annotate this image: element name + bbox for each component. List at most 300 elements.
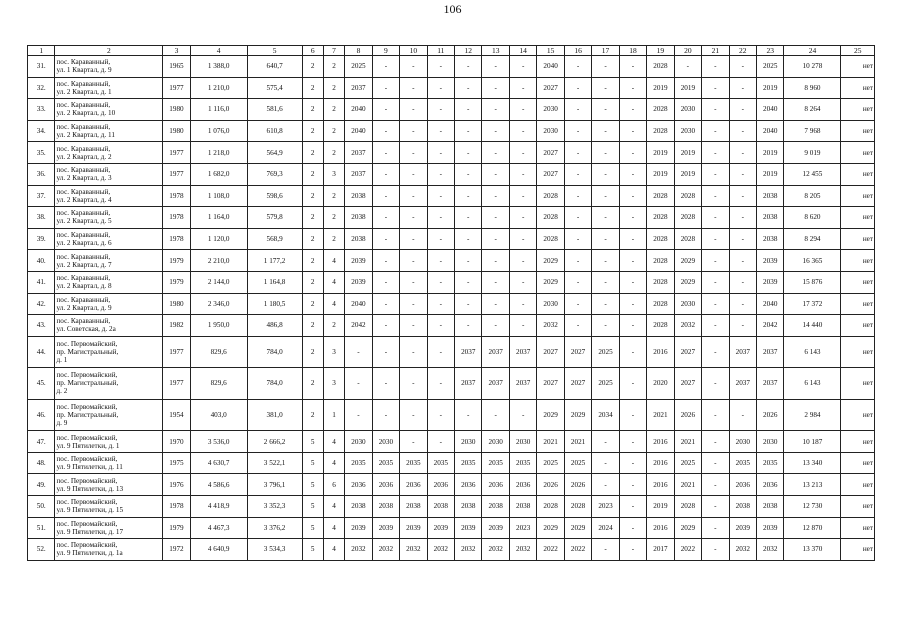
table-cell: 2 666,2 — [247, 431, 302, 453]
table-cell: 2032 — [427, 539, 454, 561]
table-cell: 2025 — [345, 56, 372, 78]
table-cell: нет — [841, 368, 875, 400]
table-cell: 7 968 — [784, 120, 841, 142]
table-cell: - — [482, 228, 509, 250]
table-cell: 2027 — [537, 163, 564, 185]
table-cell: - — [455, 228, 482, 250]
table-cell: - — [482, 163, 509, 185]
table-cell: - — [619, 539, 646, 561]
table-body — [28, 46, 875, 561]
table-cell: 1 108,0 — [190, 185, 247, 207]
table-cell: - — [427, 99, 454, 121]
table-cell: 2022 — [537, 539, 564, 561]
table-cell: 2 — [302, 368, 323, 400]
table-cell: - — [427, 185, 454, 207]
address-line: ул. 2 Квартал, д. 7 — [56, 260, 112, 269]
table-cell: нет — [841, 539, 875, 561]
table-cell: 2 — [302, 163, 323, 185]
address-cell — [55, 228, 163, 250]
table-cell: - — [619, 99, 646, 121]
table-cell: нет — [841, 77, 875, 99]
address-line: пос. Караванный, — [56, 166, 111, 175]
table-cell: 575,4 — [247, 77, 302, 99]
table-cell: - — [427, 120, 454, 142]
address-line: ул. 9 Пятилетки, д. 15 — [56, 506, 124, 515]
table-cell: 2029 — [674, 517, 701, 539]
table-cell: - — [400, 99, 427, 121]
row-number: 33. — [28, 99, 55, 121]
table-cell: - — [674, 56, 701, 78]
table-cell: - — [482, 399, 509, 431]
table-cell: 2037 — [729, 368, 756, 400]
row-number: 44. — [28, 336, 55, 368]
table-cell: - — [427, 368, 454, 400]
table-cell: 2034 — [592, 399, 619, 431]
table-cell: - — [427, 336, 454, 368]
table-cell: 2028 — [647, 293, 674, 315]
address-line: пос. Караванный, — [56, 123, 111, 132]
table-cell: - — [345, 336, 372, 368]
table-cell: 2038 — [757, 228, 784, 250]
table-cell: 2 — [302, 120, 323, 142]
table-cell: - — [372, 315, 399, 337]
table-cell: 2027 — [564, 368, 591, 400]
table-cell: нет — [841, 517, 875, 539]
column-number: 9 — [372, 46, 399, 56]
address-cell — [55, 539, 163, 561]
table-cell: 579,8 — [247, 207, 302, 229]
table-cell: - — [619, 474, 646, 496]
row-number: 52. — [28, 539, 55, 561]
table-cell: 2028 — [647, 228, 674, 250]
address-cell — [55, 99, 163, 121]
table-cell: 2027 — [537, 368, 564, 400]
table-cell: - — [509, 399, 536, 431]
column-number: 10 — [400, 46, 427, 56]
table-cell: 2037 — [345, 77, 372, 99]
table-cell: 1 950,0 — [190, 315, 247, 337]
table-cell: 2042 — [345, 315, 372, 337]
table-cell: 4 — [323, 293, 344, 315]
table-cell: - — [427, 228, 454, 250]
table-cell: - — [400, 142, 427, 164]
table-cell: 2 — [323, 120, 344, 142]
table-cell: - — [400, 185, 427, 207]
table-cell: - — [702, 431, 729, 453]
table-cell: 2023 — [592, 496, 619, 518]
table-cell: 6 143 — [784, 368, 841, 400]
table-cell: 2035 — [427, 452, 454, 474]
table-cell: 2 — [323, 228, 344, 250]
table-cell: 2 — [323, 99, 344, 121]
table-cell: нет — [841, 185, 875, 207]
table-cell: 2036 — [509, 474, 536, 496]
table-cell: 14 440 — [784, 315, 841, 337]
table-cell: 3 — [323, 336, 344, 368]
address-cell — [55, 452, 163, 474]
address-line: пос. Караванный, — [56, 58, 111, 67]
table-cell: 10 278 — [784, 56, 841, 78]
table-cell: - — [509, 99, 536, 121]
table-cell: - — [702, 77, 729, 99]
row-number: 43. — [28, 315, 55, 337]
column-number: 3 — [163, 46, 190, 56]
table-cell: - — [400, 368, 427, 400]
table-cell: - — [509, 142, 536, 164]
table-cell: - — [592, 271, 619, 293]
table-cell: 1979 — [163, 517, 190, 539]
table-cell: - — [702, 120, 729, 142]
table-row — [28, 77, 875, 99]
table-cell: - — [509, 185, 536, 207]
row-number: 31. — [28, 56, 55, 78]
row-number: 41. — [28, 271, 55, 293]
table-cell: 2024 — [592, 517, 619, 539]
address-line: пос. Первомайский, — [56, 433, 118, 442]
table-cell: 1979 — [163, 271, 190, 293]
table-cell: 2 — [302, 250, 323, 272]
table-cell: - — [592, 474, 619, 496]
table-cell: - — [702, 228, 729, 250]
table-cell: 9 019 — [784, 142, 841, 164]
table-cell: 2036 — [729, 474, 756, 496]
table-cell: 2028 — [647, 271, 674, 293]
address-line: пос. Караванный, — [56, 144, 111, 153]
table-cell: 1979 — [163, 250, 190, 272]
table-cell: 1978 — [163, 207, 190, 229]
table-cell: 2035 — [509, 452, 536, 474]
table-cell: - — [455, 250, 482, 272]
table-cell: - — [619, 163, 646, 185]
table-cell: - — [592, 539, 619, 561]
table-row — [28, 399, 875, 431]
table-cell: - — [482, 271, 509, 293]
table-cell: 2028 — [564, 496, 591, 518]
table-cell: - — [400, 77, 427, 99]
table-cell: 2036 — [482, 474, 509, 496]
table-cell: - — [564, 77, 591, 99]
table-cell: 2020 — [647, 368, 674, 400]
table-cell: - — [427, 293, 454, 315]
table-cell: 2039 — [345, 517, 372, 539]
column-number: 5 — [247, 46, 302, 56]
address-line: пос. Караванный, — [56, 295, 111, 304]
table-cell: 784,0 — [247, 368, 302, 400]
table-cell: нет — [841, 163, 875, 185]
table-cell: - — [729, 56, 756, 78]
row-number: 46. — [28, 399, 55, 431]
table-cell: - — [509, 228, 536, 250]
table-cell: 2039 — [729, 517, 756, 539]
table-cell: 2029 — [564, 517, 591, 539]
address-line: ул. 2 Квартал, д. 3 — [56, 174, 112, 183]
table-cell: - — [564, 293, 591, 315]
table-cell: 2039 — [400, 517, 427, 539]
table-cell: 2037 — [757, 336, 784, 368]
table-cell: 4 — [323, 452, 344, 474]
table-cell: 3 522,1 — [247, 452, 302, 474]
table-cell: 1980 — [163, 120, 190, 142]
table-cell: - — [427, 56, 454, 78]
table-cell: 2040 — [345, 99, 372, 121]
table-cell: 4 — [323, 271, 344, 293]
table-cell: - — [509, 315, 536, 337]
table-cell: 5 — [302, 539, 323, 561]
address-line: пос. Караванный, — [56, 252, 111, 261]
table-cell: 2022 — [674, 539, 701, 561]
table-cell: 4 — [323, 250, 344, 272]
address-line: пос. Первомайский, — [56, 402, 118, 411]
table-cell: - — [400, 163, 427, 185]
table-cell: - — [702, 517, 729, 539]
table-cell: 2019 — [647, 163, 674, 185]
table-cell: 2032 — [729, 539, 756, 561]
table-cell: 2025 — [592, 368, 619, 400]
table-cell: 3 352,3 — [247, 496, 302, 518]
table-cell: 2029 — [537, 399, 564, 431]
address-cell — [55, 315, 163, 337]
table-cell: - — [509, 250, 536, 272]
table-cell: - — [592, 452, 619, 474]
table-cell: 2021 — [564, 431, 591, 453]
table-cell: 1 210,0 — [190, 77, 247, 99]
table-cell: 8 294 — [784, 228, 841, 250]
table-cell: 2038 — [455, 496, 482, 518]
table-row — [28, 207, 875, 229]
table-cell: 8 264 — [784, 99, 841, 121]
table-cell: 2029 — [537, 250, 564, 272]
table-cell: 2036 — [427, 474, 454, 496]
address-line: ул. Советская, д. 2а — [56, 325, 116, 334]
table-cell: 2038 — [400, 496, 427, 518]
address-line: ул. 2 Квартал, д. 5 — [56, 217, 112, 226]
table-cell: - — [372, 163, 399, 185]
table-cell: - — [702, 336, 729, 368]
table-cell: - — [372, 77, 399, 99]
table-cell: - — [455, 77, 482, 99]
table-cell: 2016 — [647, 452, 674, 474]
address-line: пос. Караванный, — [56, 79, 111, 88]
table-cell: 1978 — [163, 496, 190, 518]
row-number: 32. — [28, 77, 55, 99]
table-cell: 6 — [323, 474, 344, 496]
address-cell — [55, 336, 163, 368]
table-cell: - — [702, 56, 729, 78]
table-cell: 1977 — [163, 142, 190, 164]
table-cell: 1978 — [163, 228, 190, 250]
table-cell: 598,6 — [247, 185, 302, 207]
table-cell: 2027 — [674, 336, 701, 368]
table-cell: - — [509, 207, 536, 229]
table-cell: - — [702, 99, 729, 121]
address-line: ул. 9 Пятилетки, д. 13 — [56, 484, 124, 493]
table-cell: 2037 — [482, 368, 509, 400]
table-cell: 2026 — [564, 474, 591, 496]
table-cell: 2 — [323, 56, 344, 78]
table-cell: 2032 — [372, 539, 399, 561]
address-line: пос. Первомайский, — [56, 339, 118, 348]
table-cell: 610,8 — [247, 120, 302, 142]
table-cell: 2030 — [537, 120, 564, 142]
table-cell: - — [509, 56, 536, 78]
table-cell: 3 — [323, 368, 344, 400]
table-cell: 2026 — [674, 399, 701, 431]
table-row — [28, 336, 875, 368]
table-cell: 2030 — [537, 293, 564, 315]
table-cell: 2030 — [345, 431, 372, 453]
row-number: 34. — [28, 120, 55, 142]
table-cell: 4 — [323, 517, 344, 539]
table-cell: 2028 — [537, 207, 564, 229]
address-line: пр. Магистральный, — [56, 347, 119, 356]
table-cell: 12 455 — [784, 163, 841, 185]
table-cell: 1 180,5 — [247, 293, 302, 315]
table-cell: - — [482, 120, 509, 142]
table-cell: - — [592, 77, 619, 99]
table-cell: 2 — [302, 228, 323, 250]
table-cell: 2038 — [345, 228, 372, 250]
table-cell: - — [509, 77, 536, 99]
table-cell: нет — [841, 474, 875, 496]
table-cell: - — [372, 368, 399, 400]
table-cell: 829,6 — [190, 368, 247, 400]
table-cell: 2037 — [345, 163, 372, 185]
table-cell: 486,8 — [247, 315, 302, 337]
address-cell — [55, 496, 163, 518]
table-cell: 2028 — [674, 185, 701, 207]
address-line: пр. Магистральный, — [56, 410, 119, 419]
row-number: 49. — [28, 474, 55, 496]
table-cell: 15 876 — [784, 271, 841, 293]
table-cell: 13 213 — [784, 474, 841, 496]
table-cell: 2039 — [482, 517, 509, 539]
table-row — [28, 496, 875, 518]
table-cell: 4 — [323, 539, 344, 561]
table-cell: - — [427, 163, 454, 185]
table-cell: 403,0 — [190, 399, 247, 431]
address-cell — [55, 120, 163, 142]
table-cell: - — [702, 163, 729, 185]
table-cell: - — [619, 336, 646, 368]
column-number: 25 — [841, 46, 875, 56]
row-number: 39. — [28, 228, 55, 250]
table-cell: 1977 — [163, 336, 190, 368]
table-cell: - — [372, 142, 399, 164]
address-line: пос. Первомайский, — [56, 371, 118, 380]
table-cell: 2 — [302, 142, 323, 164]
table-cell: 2028 — [647, 56, 674, 78]
table-row — [28, 452, 875, 474]
column-number: 12 — [455, 46, 482, 56]
table-cell: 6 143 — [784, 336, 841, 368]
table-cell: 2 210,0 — [190, 250, 247, 272]
table-cell: 3 536,0 — [190, 431, 247, 453]
table-cell: 1980 — [163, 99, 190, 121]
table-cell: 2035 — [729, 452, 756, 474]
table-cell: 2028 — [647, 250, 674, 272]
table-row — [28, 293, 875, 315]
table-cell: 2 — [302, 336, 323, 368]
row-number: 51. — [28, 517, 55, 539]
table-cell: 1977 — [163, 77, 190, 99]
column-number: 20 — [674, 46, 701, 56]
table-cell: 1 076,0 — [190, 120, 247, 142]
table-cell: - — [482, 250, 509, 272]
address-line: пос. Первомайский, — [56, 455, 118, 464]
table-cell: 2038 — [482, 496, 509, 518]
table-cell: - — [455, 120, 482, 142]
table-cell: 2036 — [400, 474, 427, 496]
table-cell: - — [482, 315, 509, 337]
table-cell: - — [509, 271, 536, 293]
table-cell: 2030 — [674, 120, 701, 142]
table-cell: - — [619, 142, 646, 164]
table-cell: - — [372, 336, 399, 368]
table-cell: - — [729, 185, 756, 207]
table-cell: 2 — [302, 293, 323, 315]
table-cell: 2025 — [537, 452, 564, 474]
table-cell: 2 — [302, 315, 323, 337]
table-cell: - — [400, 207, 427, 229]
table-cell: - — [702, 496, 729, 518]
table-row — [28, 368, 875, 400]
table-cell: 4 467,3 — [190, 517, 247, 539]
table-cell: - — [729, 163, 756, 185]
table-cell: нет — [841, 56, 875, 78]
table-row — [28, 99, 875, 121]
table-cell: нет — [841, 228, 875, 250]
table-cell: 1 218,0 — [190, 142, 247, 164]
table-cell: 2038 — [345, 207, 372, 229]
address-line: ул. 9 Пятилетки, д. 17 — [56, 527, 124, 536]
column-number: 24 — [784, 46, 841, 56]
table-cell: 2028 — [647, 315, 674, 337]
table-cell: - — [455, 99, 482, 121]
table-cell: нет — [841, 452, 875, 474]
table-cell: - — [619, 293, 646, 315]
table-cell: - — [564, 163, 591, 185]
table-cell: 3 376,2 — [247, 517, 302, 539]
address-line: ул. 2 Квартал, д. 8 — [56, 282, 112, 291]
table-cell: 1 164,8 — [247, 271, 302, 293]
table-cell: 2021 — [674, 431, 701, 453]
table-cell: 4 418,9 — [190, 496, 247, 518]
table-cell: 2019 — [647, 496, 674, 518]
table-cell: 2032 — [345, 539, 372, 561]
table-cell: - — [592, 142, 619, 164]
table-cell: 769,3 — [247, 163, 302, 185]
table-cell: - — [729, 250, 756, 272]
table-cell: - — [702, 539, 729, 561]
table-cell: 1 388,0 — [190, 56, 247, 78]
table-cell: 2 — [302, 56, 323, 78]
table-cell: 2026 — [537, 474, 564, 496]
table-cell: - — [619, 228, 646, 250]
table-cell: 1 164,0 — [190, 207, 247, 229]
table-cell: 2038 — [509, 496, 536, 518]
table-row — [28, 185, 875, 207]
table-row — [28, 271, 875, 293]
table-cell: - — [564, 207, 591, 229]
table-cell: 2027 — [537, 336, 564, 368]
table-cell: 1972 — [163, 539, 190, 561]
table-cell: - — [729, 315, 756, 337]
address-cell — [55, 250, 163, 272]
table-cell: 2035 — [400, 452, 427, 474]
table-cell: 2028 — [537, 228, 564, 250]
table-cell: 2039 — [455, 517, 482, 539]
column-number: 22 — [729, 46, 756, 56]
